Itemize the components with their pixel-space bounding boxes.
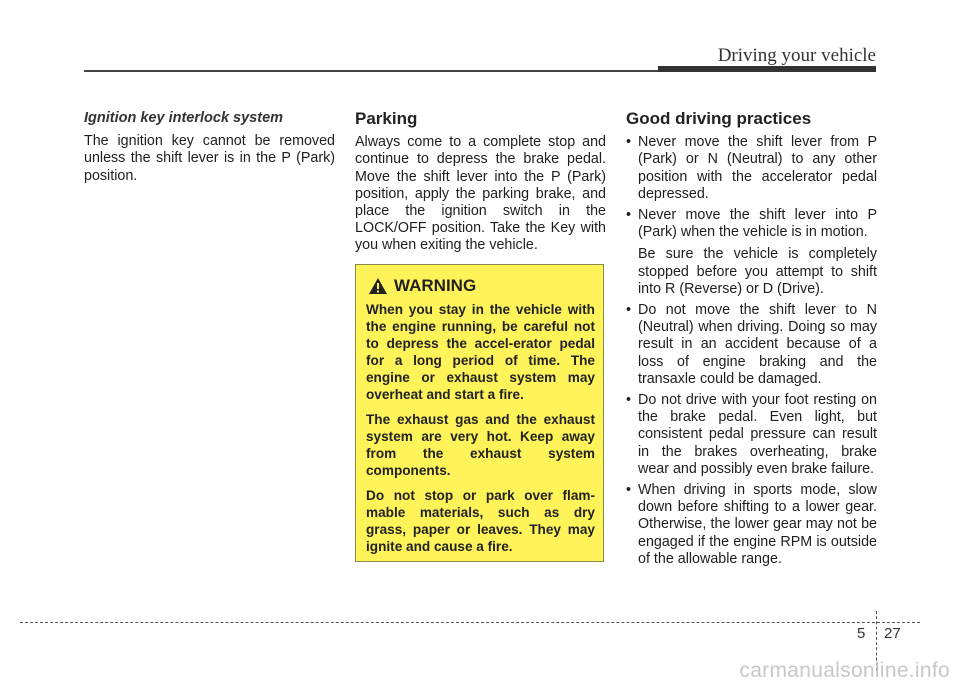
- list-item-text: Do not drive with your foot resting on the brake pedal. Even light, but consistent pedal pressure can result in the brakes overheating, brake wear and possibly even brake failure.: [638, 392, 877, 477]
- bullet: •: [626, 392, 632, 409]
- list-item: [626, 482, 877, 568]
- section-title: Driving your vehicle: [717, 45, 876, 66]
- list-item-text: Do not move the shift lever to N (Neutral) when driving. Doing so may result in an accident because of a loss of engine braking and the transaxle could be damaged.: [638, 302, 877, 387]
- warning-heading: [368, 276, 595, 296]
- list-item: [626, 134, 877, 203]
- warning-paragraph-3: Do not stop or park over flam-mable materials, such as dry grass, paper or leaves. They may ignite and cause a fire.: [366, 488, 595, 554]
- note-complete-stop: Be sure the vehicle is completely stopped before you attempt to shift into R (Reverse) or D (Drive).: [638, 246, 877, 297]
- list-item: [626, 302, 877, 388]
- driving-practices-list-continued: [626, 302, 877, 568]
- warning-paragraph-2: The exhaust gas and the exhaust system are very hot. Keep away from the exhaust system components.: [366, 412, 595, 478]
- heading-parking: Parking: [355, 109, 418, 128]
- list-item-text: Never move the shift lever from P (Park) or N (Neutral) to any other position with the accelerator pedal depressed.: [638, 134, 877, 202]
- column-right: [626, 106, 877, 572]
- warning-triangle-icon: [368, 277, 388, 295]
- column-left: [84, 106, 335, 185]
- warning-title: WARNING: [394, 276, 477, 295]
- subheading-ignition-interlock: Ignition key interlock system: [84, 110, 284, 126]
- list-item-text: When driving in sports mode, slow down before shifting to a lower gear. Otherwise, the lower gear may not be engaged if the engine RPM is outside of the allowable range.: [638, 482, 877, 567]
- footer-rule: [20, 622, 920, 623]
- header-rule-accent: [658, 66, 876, 72]
- list-item-text: Never move the shift lever into P (Park) when the vehicle is in motion.: [638, 207, 877, 241]
- bullet: •: [626, 302, 632, 319]
- column-middle: [355, 106, 606, 255]
- paragraph-parking: Always come to a complete stop and continue to depress the brake pedal. Move the shift lever into the P (Park) position, apply the parking brake, and place the ignition switch in the LOCK/OFF position. Take the Key with you when exiting the vehicle.: [355, 134, 606, 254]
- bullet: •: [626, 134, 632, 151]
- bullet: •: [626, 207, 632, 224]
- chapter-number: 5: [857, 625, 866, 642]
- warning-paragraph-1: When you stay in the vehicle with the engine running, be careful not to depress the accel-erator pedal for a long period of time. The engine or exhaust system may overheat and start a fire.: [366, 302, 595, 402]
- bullet: •: [626, 482, 632, 499]
- page-number: 27: [884, 625, 901, 642]
- list-item: [626, 392, 877, 478]
- heading-good-driving: Good driving practices: [626, 109, 812, 128]
- paragraph-ignition-interlock: The ignition key cannot be removed unless the shift lever is in the P (Park) position.: [84, 133, 335, 184]
- driving-practices-list: [626, 134, 877, 241]
- watermark: carmanualsonline.info: [739, 659, 950, 682]
- warning-box: [355, 264, 604, 562]
- list-item: [626, 207, 877, 241]
